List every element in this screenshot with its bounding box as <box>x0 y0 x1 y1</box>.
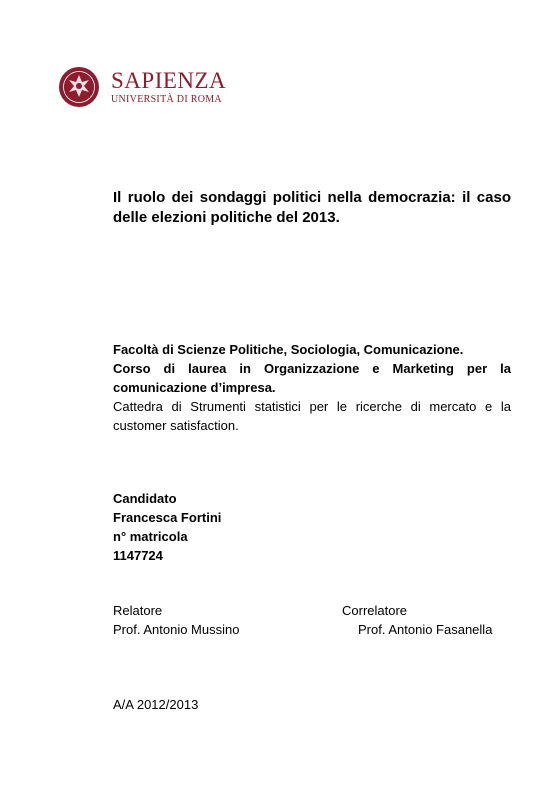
academic-year: A/A 2012/2013 <box>113 697 199 712</box>
correlatore-label: Correlatore <box>342 603 408 618</box>
university-subtitle: UNIVERSITÀ DI ROMA <box>111 94 222 105</box>
course-name-line2: comunicazione d’impresa. <box>113 380 276 395</box>
course-name-line1: Corso di laurea in Organizzazione e Marketing per la <box>113 361 511 376</box>
relatore-column <box>113 601 239 639</box>
faculty-block <box>113 340 511 435</box>
candidate-label: Candidato <box>113 491 177 506</box>
thesis-title: Il ruolo dei sondaggi politici nella democrazia: il caso delle elezioni politiche del 2013. <box>113 189 511 226</box>
matricola-number: 1147724 <box>113 548 163 563</box>
chair-name: Cattedra di Strumenti statistici per le ricerche di mercato e la customer satisfaction. <box>113 399 511 433</box>
correlatore-column <box>342 601 492 639</box>
relatore-name: Prof. Antonio Mussino <box>113 622 240 637</box>
relatore-label: Relatore <box>113 603 163 618</box>
university-logo <box>58 66 226 108</box>
candidate-name: Francesca Fortini <box>113 510 222 525</box>
matricola-label: n° matricola <box>113 529 188 544</box>
correlatore-name: Prof. Antonio Fasanella <box>358 622 493 637</box>
sapienza-seal-icon <box>58 66 100 108</box>
candidate-block <box>113 489 221 565</box>
university-name: SAPIENZA <box>111 68 227 93</box>
faculty-name: Facoltà di Scienze Politiche, Sociologia, Comunicazione. <box>113 342 464 357</box>
